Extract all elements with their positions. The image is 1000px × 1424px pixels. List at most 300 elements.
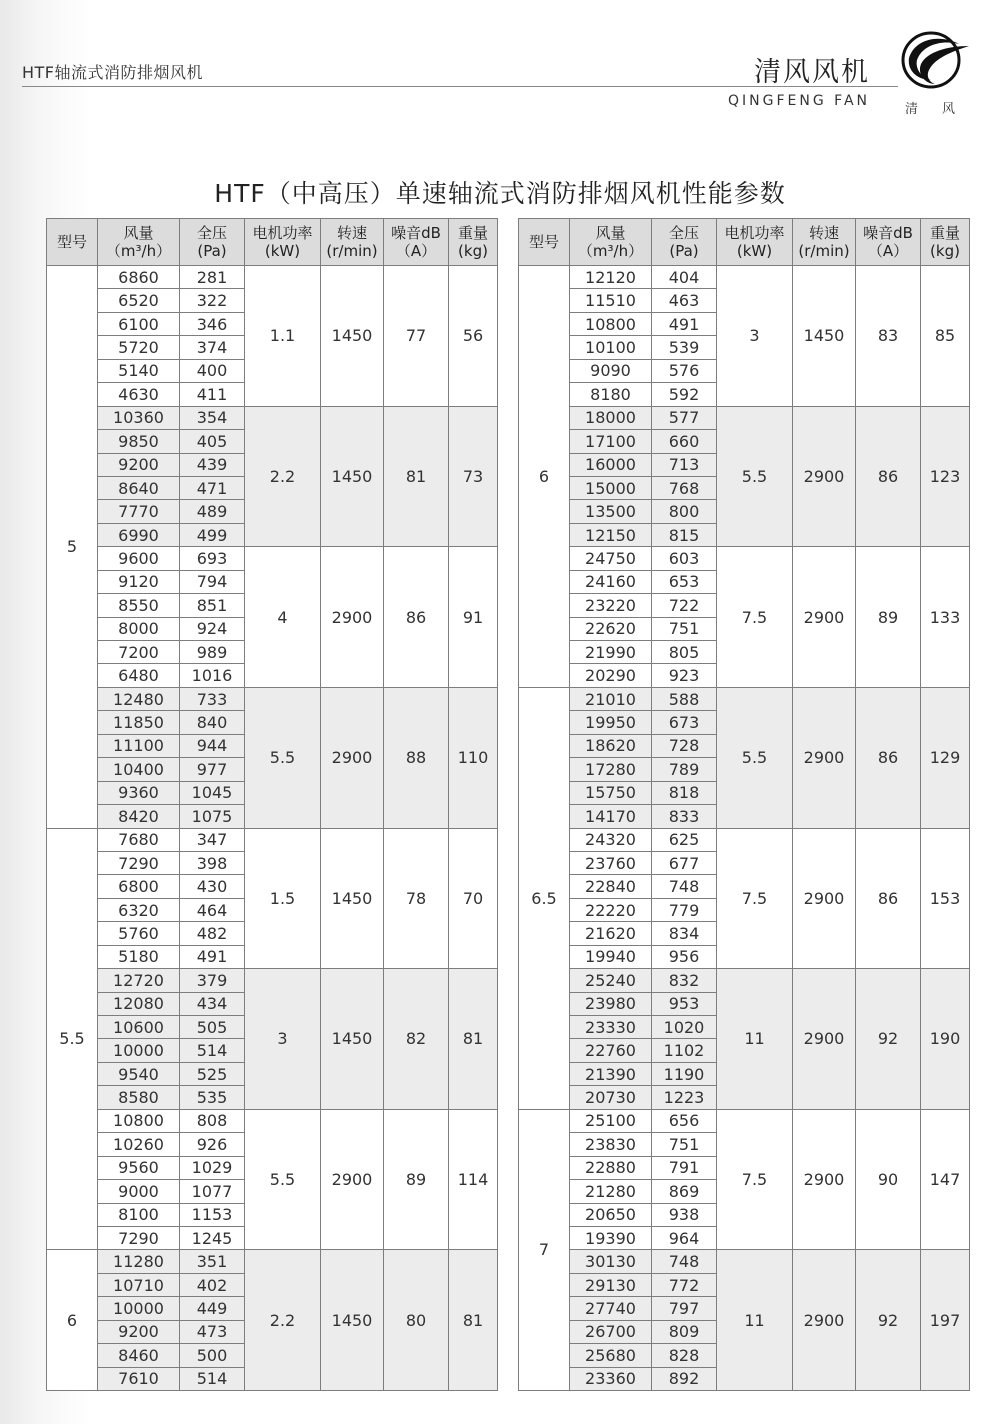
noise-cell: 86: [856, 828, 921, 969]
airflow-cell: 8180: [570, 383, 652, 406]
pressure-cell: 405: [180, 430, 245, 453]
header-speed: [793, 219, 856, 266]
weight-cell: 91: [449, 547, 498, 688]
spec-table-left: [46, 218, 498, 1391]
pressure-cell: 660: [652, 430, 717, 453]
pressure-cell: 499: [180, 523, 245, 546]
header-noise: [856, 219, 921, 266]
pressure-cell: 514: [180, 1039, 245, 1062]
pressure-cell: 374: [180, 336, 245, 359]
weight-cell: 70: [449, 828, 498, 969]
pressure-cell: 832: [652, 969, 717, 992]
header-weight-unit: (kg): [458, 242, 488, 260]
pressure-cell: 1045: [180, 781, 245, 804]
speed-cell: 1450: [321, 828, 384, 969]
pressure-cell: 751: [652, 1133, 717, 1156]
power-cell: 2.2: [245, 1250, 321, 1391]
pressure-cell: 713: [652, 453, 717, 476]
pressure-cell: 808: [180, 1109, 245, 1132]
pressure-cell: 411: [180, 383, 245, 406]
weight-cell: 85: [921, 266, 970, 407]
pressure-cell: 463: [652, 289, 717, 312]
pressure-cell: 1016: [180, 664, 245, 687]
power-cell: 5.5: [245, 687, 321, 828]
airflow-cell: 20290: [570, 664, 652, 687]
pressure-cell: 673: [652, 711, 717, 734]
pressure-cell: 482: [180, 922, 245, 945]
speed-cell: 2900: [793, 406, 856, 547]
pressure-cell: 398: [180, 851, 245, 874]
speed-cell: 2900: [793, 969, 856, 1110]
airflow-cell: 9200: [98, 453, 180, 476]
model-cell: 6: [519, 266, 570, 688]
page-title: HTF（中高压）单速轴流式消防排烟风机性能参数: [214, 179, 786, 208]
header-noise: [384, 219, 449, 266]
pressure-cell: 926: [180, 1133, 245, 1156]
pressure-cell: 722: [652, 594, 717, 617]
noise-cell: 89: [856, 547, 921, 688]
speed-cell: 1450: [321, 1250, 384, 1391]
pressure-cell: 346: [180, 312, 245, 335]
noise-cell: 86: [856, 687, 921, 828]
pressure-cell: 779: [652, 898, 717, 921]
header-speed-label: 转速: [808, 224, 839, 242]
noise-cell: 81: [384, 406, 449, 547]
airflow-cell: 4630: [98, 383, 180, 406]
airflow-cell: 25680: [570, 1344, 652, 1367]
weight-cell: 197: [921, 1250, 970, 1391]
airflow-cell: 5140: [98, 359, 180, 382]
pressure-cell: 505: [180, 1016, 245, 1039]
weight-cell: 81: [449, 969, 498, 1110]
header-model: [47, 219, 98, 266]
airflow-cell: 24160: [570, 570, 652, 593]
speed-cell: 2900: [321, 547, 384, 688]
pressure-cell: 1102: [652, 1039, 717, 1062]
pressure-cell: 956: [652, 945, 717, 968]
pressure-cell: 402: [180, 1273, 245, 1296]
pressure-cell: 805: [652, 641, 717, 664]
pressure-cell: 751: [652, 617, 717, 640]
weight-cell: 73: [449, 406, 498, 547]
power-cell: 5.5: [717, 687, 793, 828]
noise-cell: 86: [856, 406, 921, 547]
model-cell: 6.5: [519, 687, 570, 1109]
speed-cell: 2900: [793, 828, 856, 969]
power-cell: 3: [717, 266, 793, 407]
table-row: [47, 1250, 498, 1273]
header-pressure-label: 全压: [668, 224, 699, 242]
pressure-cell: 800: [652, 500, 717, 523]
airflow-cell: 23360: [570, 1367, 652, 1390]
pressure-cell: 439: [180, 453, 245, 476]
airflow-cell: 29130: [570, 1273, 652, 1296]
airflow-cell: 12150: [570, 523, 652, 546]
power-cell: 11: [717, 969, 793, 1110]
header-speed: [321, 219, 384, 266]
airflow-cell: 9560: [98, 1156, 180, 1179]
header-weight-label: 重量: [929, 224, 960, 242]
pressure-cell: 1190: [652, 1062, 717, 1085]
pressure-cell: 1077: [180, 1180, 245, 1203]
pressure-cell: 354: [180, 406, 245, 429]
weight-cell: 153: [921, 828, 970, 969]
airflow-cell: 11100: [98, 734, 180, 757]
header-airflow-label: 风量: [123, 224, 154, 242]
airflow-cell: 6480: [98, 664, 180, 687]
power-cell: 11: [717, 1250, 793, 1391]
model-cell: 6: [47, 1250, 98, 1391]
pressure-cell: 834: [652, 922, 717, 945]
airflow-cell: 21620: [570, 922, 652, 945]
pressure-cell: 471: [180, 476, 245, 499]
noise-cell: 86: [384, 547, 449, 688]
table-row: [47, 828, 498, 851]
noise-cell: 88: [384, 687, 449, 828]
speed-cell: 2900: [321, 687, 384, 828]
noise-cell: 82: [384, 969, 449, 1110]
airflow-cell: 11510: [570, 289, 652, 312]
airflow-cell: 7770: [98, 500, 180, 523]
model-cell: 5.5: [47, 828, 98, 1250]
speed-cell: 2900: [793, 1109, 856, 1250]
noise-cell: 83: [856, 266, 921, 407]
table-row: [519, 406, 970, 429]
pressure-cell: 577: [652, 406, 717, 429]
header-power: [245, 219, 321, 266]
header-power-label: 电机功率: [724, 224, 785, 242]
airflow-cell: 9090: [570, 359, 652, 382]
noise-cell: 78: [384, 828, 449, 969]
airflow-cell: 19950: [570, 711, 652, 734]
pressure-cell: 797: [652, 1297, 717, 1320]
pressure-cell: 588: [652, 687, 717, 710]
pressure-cell: 1245: [180, 1226, 245, 1249]
header-noise-label: 噪音dB: [391, 224, 441, 242]
airflow-cell: 30130: [570, 1250, 652, 1273]
airflow-cell: 10600: [98, 1016, 180, 1039]
power-cell: 5.5: [245, 1109, 321, 1250]
pressure-cell: 818: [652, 781, 717, 804]
noise-cell: 77: [384, 266, 449, 407]
header-weight-label: 重量: [457, 224, 488, 242]
airflow-cell: 12720: [98, 969, 180, 992]
pressure-cell: 281: [180, 266, 245, 289]
header-pressure-label: 全压: [196, 224, 227, 242]
airflow-cell: 22760: [570, 1039, 652, 1062]
pressure-cell: 449: [180, 1297, 245, 1320]
pressure-cell: 1153: [180, 1203, 245, 1226]
speed-cell: 1450: [793, 266, 856, 407]
airflow-cell: 21390: [570, 1062, 652, 1085]
model-cell: 7: [519, 1109, 570, 1390]
airflow-cell: 6990: [98, 523, 180, 546]
pressure-cell: 347: [180, 828, 245, 851]
weight-cell: 56: [449, 266, 498, 407]
weight-cell: 133: [921, 547, 970, 688]
airflow-cell: 11850: [98, 711, 180, 734]
noise-cell: 92: [856, 969, 921, 1110]
airflow-cell: 22620: [570, 617, 652, 640]
airflow-cell: 15750: [570, 781, 652, 804]
airflow-cell: 10360: [98, 406, 180, 429]
header-power-unit: (kW): [264, 242, 301, 260]
header-power: [717, 219, 793, 266]
airflow-cell: 6800: [98, 875, 180, 898]
header-pressure-unit: (Pa): [197, 242, 227, 260]
pressure-cell: 693: [180, 547, 245, 570]
power-cell: 3: [245, 969, 321, 1110]
airflow-cell: 21010: [570, 687, 652, 710]
pressure-cell: 840: [180, 711, 245, 734]
pressure-cell: 464: [180, 898, 245, 921]
airflow-cell: 10260: [98, 1133, 180, 1156]
header-pressure: [652, 219, 717, 266]
table-row: [519, 687, 970, 710]
airflow-cell: 19940: [570, 945, 652, 968]
pressure-cell: 653: [652, 570, 717, 593]
noise-cell: 92: [856, 1250, 921, 1391]
pressure-cell: 869: [652, 1180, 717, 1203]
airflow-cell: 12480: [98, 687, 180, 710]
weight-cell: 147: [921, 1109, 970, 1250]
airflow-cell: 9360: [98, 781, 180, 804]
noise-cell: 89: [384, 1109, 449, 1250]
header-pressure-unit: (Pa): [669, 242, 699, 260]
airflow-cell: 7290: [98, 851, 180, 874]
header-noise-unit: （A）: [867, 242, 909, 260]
pressure-cell: 833: [652, 805, 717, 828]
airflow-cell: 9200: [98, 1320, 180, 1343]
speed-cell: 1450: [321, 406, 384, 547]
weight-cell: 81: [449, 1250, 498, 1391]
airflow-cell: 9600: [98, 547, 180, 570]
header-noise-unit: （A）: [395, 242, 437, 260]
airflow-cell: 23980: [570, 992, 652, 1015]
table-row: [519, 1109, 970, 1132]
power-cell: 4: [245, 547, 321, 688]
brand-name-cn: 清风风机: [754, 57, 870, 88]
airflow-cell: 10100: [570, 336, 652, 359]
airflow-cell: 12120: [570, 266, 652, 289]
pressure-cell: 892: [652, 1367, 717, 1390]
pressure-cell: 491: [652, 312, 717, 335]
airflow-cell: 10000: [98, 1039, 180, 1062]
header-airflow: [98, 219, 180, 266]
airflow-cell: 22840: [570, 875, 652, 898]
pressure-cell: 938: [652, 1203, 717, 1226]
speed-cell: 2900: [793, 687, 856, 828]
pressure-cell: 535: [180, 1086, 245, 1109]
power-cell: 2.2: [245, 406, 321, 547]
header-airflow-unit: （m³/h）: [105, 242, 172, 260]
airflow-cell: 5760: [98, 922, 180, 945]
airflow-cell: 10400: [98, 758, 180, 781]
pressure-cell: 794: [180, 570, 245, 593]
airflow-cell: 8420: [98, 805, 180, 828]
airflow-cell: 25100: [570, 1109, 652, 1132]
pressure-cell: 748: [652, 875, 717, 898]
pressure-cell: 923: [652, 664, 717, 687]
weight-cell: 110: [449, 687, 498, 828]
pressure-cell: 964: [652, 1226, 717, 1249]
weight-cell: 190: [921, 969, 970, 1110]
power-cell: 1.5: [245, 828, 321, 969]
table-row: [47, 1109, 498, 1132]
pressure-cell: 728: [652, 734, 717, 757]
airflow-cell: 23330: [570, 1016, 652, 1039]
airflow-cell: 6320: [98, 898, 180, 921]
weight-cell: 123: [921, 406, 970, 547]
header-pressure: [180, 219, 245, 266]
pressure-cell: 603: [652, 547, 717, 570]
pressure-cell: 953: [652, 992, 717, 1015]
pressure-cell: 924: [180, 617, 245, 640]
pressure-cell: 400: [180, 359, 245, 382]
power-cell: 7.5: [717, 547, 793, 688]
pressure-cell: 351: [180, 1250, 245, 1273]
airflow-cell: 14170: [570, 805, 652, 828]
power-cell: 7.5: [717, 828, 793, 969]
pressure-cell: 944: [180, 734, 245, 757]
airflow-cell: 24320: [570, 828, 652, 851]
header-weight-unit: (kg): [930, 242, 960, 260]
pressure-cell: 514: [180, 1367, 245, 1390]
airflow-cell: 8550: [98, 594, 180, 617]
airflow-cell: 16000: [570, 453, 652, 476]
table-row: [519, 969, 970, 992]
pressure-cell: 1029: [180, 1156, 245, 1179]
pressure-cell: 733: [180, 687, 245, 710]
table-row: [519, 266, 970, 289]
airflow-cell: 21990: [570, 641, 652, 664]
power-cell: 5.5: [717, 406, 793, 547]
table-header-row: [519, 219, 970, 266]
airflow-cell: 19390: [570, 1226, 652, 1249]
airflow-cell: 20650: [570, 1203, 652, 1226]
airflow-cell: 24750: [570, 547, 652, 570]
header-airflow-unit: （m³/h）: [577, 242, 644, 260]
pressure-cell: 592: [652, 383, 717, 406]
pressure-cell: 473: [180, 1320, 245, 1343]
airflow-cell: 8640: [98, 476, 180, 499]
table-row: [47, 406, 498, 429]
header-weight: [921, 219, 970, 266]
airflow-cell: 18000: [570, 406, 652, 429]
pressure-cell: 1075: [180, 805, 245, 828]
airflow-cell: 7610: [98, 1367, 180, 1390]
header-speed-label: 转速: [336, 224, 367, 242]
pressure-cell: 539: [652, 336, 717, 359]
airflow-cell: 6100: [98, 312, 180, 335]
airflow-cell: 17280: [570, 758, 652, 781]
airflow-cell: 9120: [98, 570, 180, 593]
airflow-cell: 9540: [98, 1062, 180, 1085]
airflow-cell: 10000: [98, 1297, 180, 1320]
header-model-label: 型号: [56, 233, 87, 251]
pressure-cell: 789: [652, 758, 717, 781]
speed-cell: 1450: [321, 266, 384, 407]
pressure-cell: 772: [652, 1273, 717, 1296]
pressure-cell: 379: [180, 969, 245, 992]
airflow-cell: 17100: [570, 430, 652, 453]
airflow-cell: 13500: [570, 500, 652, 523]
speed-cell: 2900: [793, 547, 856, 688]
table-row: [519, 1250, 970, 1273]
airflow-cell: 18620: [570, 734, 652, 757]
airflow-cell: 8580: [98, 1086, 180, 1109]
airflow-cell: 7200: [98, 641, 180, 664]
airflow-cell: 7290: [98, 1226, 180, 1249]
pressure-cell: 851: [180, 594, 245, 617]
pressure-cell: 815: [652, 523, 717, 546]
weight-cell: 114: [449, 1109, 498, 1250]
airflow-cell: 22220: [570, 898, 652, 921]
airflow-cell: 9850: [98, 430, 180, 453]
pressure-cell: 404: [652, 266, 717, 289]
table-row: [47, 266, 498, 289]
pressure-cell: 489: [180, 500, 245, 523]
logo-caption: 清风: [905, 102, 980, 117]
table-row: [519, 547, 970, 570]
spec-table-right: [518, 218, 970, 1391]
table-row: [47, 547, 498, 570]
airflow-cell: 12080: [98, 992, 180, 1015]
pressure-cell: 625: [652, 828, 717, 851]
pressure-cell: 809: [652, 1320, 717, 1343]
pressure-cell: 491: [180, 945, 245, 968]
header-power-label: 电机功率: [252, 224, 313, 242]
header-series-title: HTF轴流式消防排烟风机: [22, 63, 204, 82]
header-airflow: [570, 219, 652, 266]
airflow-cell: 10800: [98, 1109, 180, 1132]
airflow-cell: 9000: [98, 1180, 180, 1203]
noise-cell: 80: [384, 1250, 449, 1391]
header-model: [519, 219, 570, 266]
pressure-cell: 1223: [652, 1086, 717, 1109]
pressure-cell: 525: [180, 1062, 245, 1085]
header-weight: [449, 219, 498, 266]
speed-cell: 2900: [321, 1109, 384, 1250]
airflow-cell: 8100: [98, 1203, 180, 1226]
airflow-cell: 10710: [98, 1273, 180, 1296]
airflow-cell: 20730: [570, 1086, 652, 1109]
header-power-unit: (kW): [736, 242, 773, 260]
table-row: [519, 828, 970, 851]
airflow-cell: 7680: [98, 828, 180, 851]
pressure-cell: 677: [652, 851, 717, 874]
airflow-cell: 27740: [570, 1297, 652, 1320]
airflow-cell: 26700: [570, 1320, 652, 1343]
header-speed-unit: (r/min): [326, 242, 378, 260]
speed-cell: 1450: [321, 969, 384, 1110]
pressure-cell: 791: [652, 1156, 717, 1179]
header-model-label: 型号: [528, 233, 559, 251]
header-speed-unit: (r/min): [798, 242, 850, 260]
power-cell: 7.5: [717, 1109, 793, 1250]
brand-name-en: QINGFENG FAN: [728, 93, 870, 109]
table-row: [47, 969, 498, 992]
airflow-cell: 5180: [98, 945, 180, 968]
model-cell: 5: [47, 266, 98, 829]
airflow-cell: 11280: [98, 1250, 180, 1273]
pressure-cell: 434: [180, 992, 245, 1015]
airflow-cell: 8000: [98, 617, 180, 640]
speed-cell: 2900: [793, 1250, 856, 1391]
airflow-cell: 10800: [570, 312, 652, 335]
pressure-cell: 576: [652, 359, 717, 382]
pressure-cell: 768: [652, 476, 717, 499]
